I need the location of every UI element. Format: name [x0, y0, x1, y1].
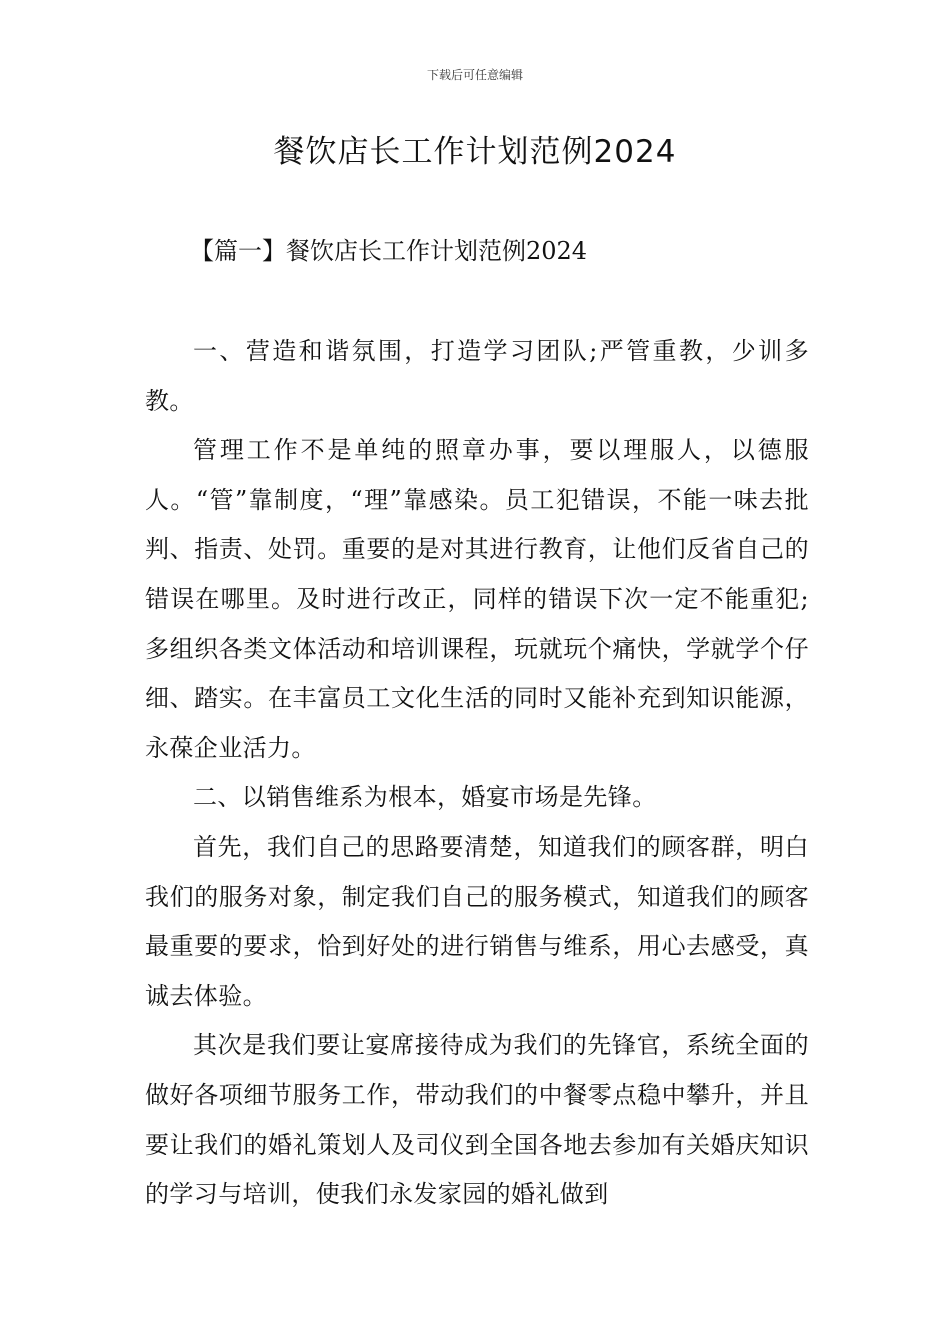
paragraph-1: 一、营造和谐氛围，打造学习团队;严管重教，少训多教。	[145, 337, 809, 415]
section-heading: 【篇一】餐饮店长工作计划范例2024	[190, 237, 588, 265]
paragraph-5: 其次是我们要让宴席接待成为我们的先锋官，系统全面的做好各项细节服务工作，带动我们的中餐零点稳中攀升，并且要让我们的婚礼策划人及司仪到全国各地去参加有关婚庆知识的学习与培训，使我们永发家园的婚礼做到	[145, 1031, 809, 1209]
paragraph-2: 管理工作不是单纯的照章办事，要以理服人，以德服人。“管”靠制度，“理”靠感染。员工犯错误，不能一味去批判、指责、处罚。重要的是对其进行教育，让他们反省自己的错误在哪里。及时进行改正，同样的错误下次一定不能重犯;多组织各类文体活动和培训课程，玩就玩个痛快，学就学个仔细、踏实。在丰富员工文化生活的同时又能补充到知识能源，永葆企业活力。	[145, 436, 809, 762]
paragraph-4: 首先，我们自己的思路要清楚，知道我们的顾客群，明白我们的服务对象，制定我们自己的服务模式，知道我们的顾客最重要的要求，恰到好处的进行销售与维系，用心去感受，真诚去体验。	[145, 832, 809, 1010]
document-title: 餐饮店长工作计划范例2024	[273, 134, 677, 170]
header-note: 下载后可任意编辑	[426, 68, 523, 82]
document-body	[145, 327, 809, 1220]
paragraph-3: 二、以销售维系为根本，婚宴市场是先锋。	[193, 783, 657, 812]
